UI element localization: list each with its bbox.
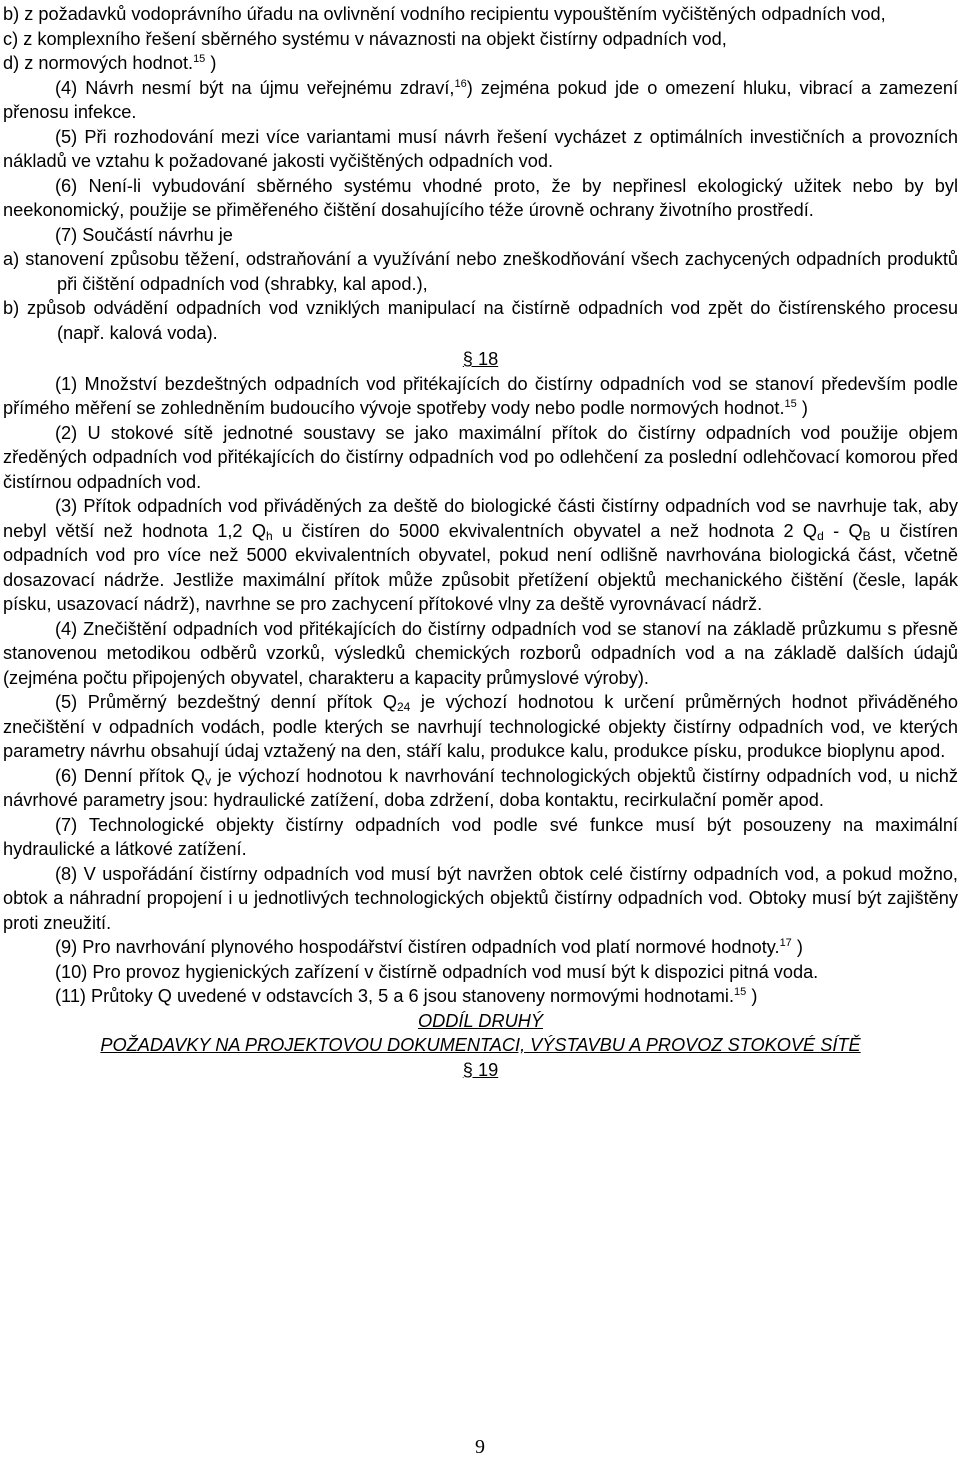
s18-p6-text-b: je výchozí hodnotou k navrhování technologických objektů čistírny odpadních vod, u nichž návrhové parametry jsou: hydraulické zatížení, doba zdržení, doba kontaktu, recirkulační poměr apod. (3, 765, 958, 810)
section-18-paragraph-6 (3, 764, 958, 813)
s18-p1-text: (1) Množství bezdeštných odpadních vod přitékajících do čistírny odpadních vod se stanoví především podle přímého měření se zohledněním budoucího vývoje spotřeby vody nebo podle normových hodnot. (3, 373, 958, 418)
part-subtitle: POŽADAVKY NA PROJEKTOVOU DOKUMENTACI, VÝSTAVBU A PROVOZ STOKOVÉ SÍTĚ (100, 1035, 861, 1055)
paragraph-4-text-a: (4) Návrh nesmí být na újmu veřejnému zdraví, (55, 77, 455, 98)
subscript-v: v (205, 773, 212, 788)
section-18-paragraph-2: (2) U stokové sítě jednotné soustavy se jako maximální přítok do čistírny odpadních vod použije objem zředěných odpadních vod přitékajících do čistírny odpadních vod po odlehčení za poslední odlehčovací komorou před čistírnou odpadních vod. (3, 422, 958, 492)
section-18-paragraph-8: (8) V uspořádání čistírny odpadních vod musí být navržen obtok celé čistírny odpadních vod, a pokud možno, obtok a náhradní propojení i u jednotlivých technologických objektů čistírny odpadních vod. Obtoky musí být zajištěny proti zneužití. (3, 863, 958, 933)
subscript-24: 24 (396, 700, 411, 714)
s18-p5-text-a: (5) Průměrný bezdeštný denní přítok Q (55, 692, 397, 712)
subscript-h: h (266, 528, 273, 543)
page-number: 9 (475, 1436, 485, 1458)
section-18-paragraph-5 (3, 690, 958, 764)
footnote-ref: 17 (779, 937, 792, 949)
paragraph-6: (6) Není-li vybudování sběrného systému vhodné proto, že by nepřinesl ekologický užitek nebo by byl neekonomický, použije se přiměřeného čištění dosahujícího téže úrovně ochrany životního prostředí. (3, 175, 958, 220)
s18-p11-text: (11) Průtoky Q uvedené v odstavcích 3, 5 a 6 jsou stanoveny normovými hodnotami. (55, 986, 735, 1006)
paragraph-5: (5) Při rozhodování mezi více variantami musí návrh řešení vycházet z optimálních investičních a provozních nákladů ve vztahu k požadované jakosti vyčištěných odpadních vod. (3, 126, 958, 171)
section-heading-19: § 19 (462, 1059, 499, 1080)
section-18-paragraph-10: (10) Pro provoz hygienických zařízení v čistírně odpadních vod musí být k dispozici pitná voda. (55, 961, 819, 982)
section-18-paragraph-1: (1) Množství bezdeštných odpadních vod přitékajících do čistírny odpadních vod se stanoví především podle přímého měření se zohledněním budoucího vývoje spotřeby vody nebo podle normových hodnot.$^{15}$ ) (3, 373, 958, 418)
paragraph-4-text-b: ) zejména pokud jde o omezení hluku, vibrací a zamezení přenosu infekce. (3, 77, 958, 122)
list-item-d-text: d) z normových hodnot. (3, 53, 194, 73)
s18-p3-text-a: (3) Přítok odpadních vod přiváděných za deště do biologické části čistírny odpadních vod se navrhuje tak, aby nebyl větší než hodnota 1,2 Q (3, 496, 958, 541)
list-item-7a: a) stanovení způsobu těžení, odstraňování a využívání nebo zneškodňování všech zachycených odpadních produktů při čištění odpadních vod (shrabky, kal apod.), (3, 249, 958, 294)
footnote-ref: 16 (454, 77, 467, 90)
list-item-c-text: c) z komplexního řešení sběrného systému v návaznosti na objekt čistírny odpadních vod, (3, 28, 727, 49)
footnote-ref: 15 (784, 398, 797, 410)
s18-p3-text-b: u čistíren do 5000 ekvivalentních obyvatel a než hodnota 2 Q (272, 520, 818, 541)
list-item-b-text: b) z požadavků vodoprávního úřadu na ovlivnění vodního recipientu vypouštěním vyčištěných odpadních vod, (3, 4, 886, 24)
section-18-paragraph-11: (11) Průtoky Q uvedené v odstavcích 3, 5 a 6 jsou stanoveny normovými hodnotami.$^{15}$ ) (55, 986, 758, 1006)
list-item-b (3, 2, 958, 27)
section-heading-18: § 18 (462, 349, 499, 369)
s18-p3-text-d: u čistíren odpadních vod pro více než 5000 ekvivalentních obyvatel, pokud není odlišně navrhována biologická část, včetně dosazovací nádrže. Jestliže maximální přítok může způsobit přetížení objektů mechanického čištění (česle, lapák písku, usazovací nádrž), navrhne se pro zachycení přítokové vlny za deště vyrovnávací nádrž. (3, 520, 959, 614)
s18-p9-text: (9) Pro navrhování plynového hospodářství čistíren odpadních vod platí normové hodnoty. (55, 937, 780, 957)
section-18-paragraph-9: (9) Pro navrhování plynového hospodářství čistíren odpadních vod platí normové hodnoty.$^{17}$ ) (55, 937, 803, 957)
part-title: ODDÍL DRUHÝ (418, 1010, 543, 1031)
section-18-paragraph-7: (7) Technologické objekty čistírny odpadních vod podle své funkce musí být posouzeny na maximální hydraulické a látkové zatížení. (3, 814, 958, 859)
list-item-7b: b) způsob odvádění odpadních vod vzniklých manipulací na čistírně odpadních vod zpět do čistírenského procesu (např. kalová voda). (3, 298, 958, 343)
list-item-d: d) z normových hodnot.$^{15}$ ) (3, 53, 217, 73)
paragraph-4 (3, 76, 958, 125)
list-item-c (3, 27, 958, 52)
footnote-ref: 15 (193, 53, 206, 65)
section-18-paragraph-3 (3, 494, 958, 617)
s18-p5-text-b: je výchozí hodnotou k určení průměrných hodnot přiváděného znečištění v odpadních vodách, podle kterých se navrhují technologické objekty čistírny odpadních vod, ve kterých parametry návrhu obsahují údaj vztažený na den, stáří kalu, produkce kalu, produkce písku, produkce bioplynu apod. (3, 692, 958, 761)
subscript-b: B (862, 528, 871, 543)
section-18-paragraph-4: (4) Znečištění odpadních vod přitékajících do čistírny odpadních vod se stanoví na základě průzkumu s přesně stanovenou metodikou odběrů vzorků, výsledků chemických rozborů odpadních vod a na základě dalších údajů (zejména počtu připojených obyvatel, charakteru a kapacity průmyslové výroby). (3, 618, 958, 688)
subscript-d: d (817, 528, 824, 543)
s18-p3-text-c: - Q (823, 520, 863, 541)
paragraph-7: (7) Součástí návrhu je (55, 224, 233, 245)
footnote-ref: 15 (734, 986, 747, 998)
s18-p6-text-a: (6) Denní přítok Q (55, 765, 206, 786)
